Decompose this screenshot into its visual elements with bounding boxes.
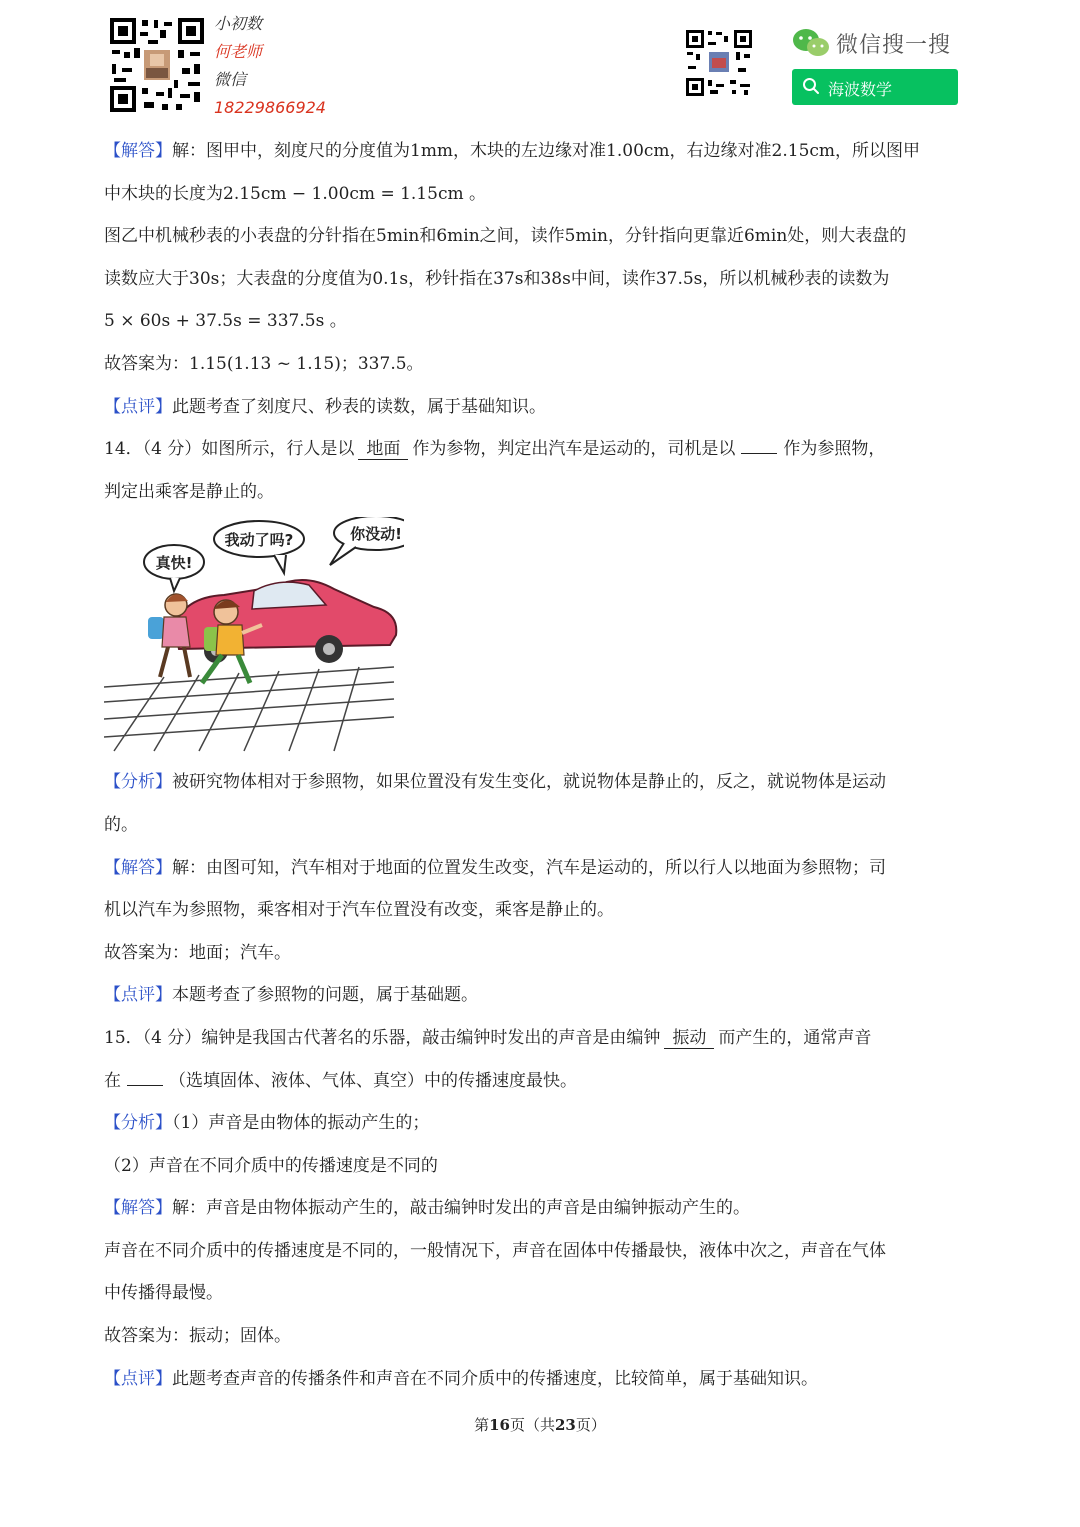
q13-answer-line-1 <box>104 130 978 173</box>
q15-stem-l2a: 在 <box>104 1070 121 1091</box>
q15-answer-line-1 <box>104 1187 978 1230</box>
qr-code-left <box>108 16 206 114</box>
answer-tag: 【解答】 <box>104 1198 172 1219</box>
bubble-text-2: 我动了吗? <box>224 531 294 550</box>
contact-handwriting <box>214 10 326 122</box>
qr-code-icon <box>684 28 754 98</box>
q14-analysis-line-1 <box>104 761 978 804</box>
page-total: 23 <box>555 1416 576 1434</box>
q13-answer-text-1: 解：图甲中，刻度尺的分度值为1mm，木块的左边缘对准1.00cm，右边缘对准2.15cm，所以图甲 <box>172 141 921 161</box>
q15-analysis-line-1 <box>104 1102 978 1145</box>
q15-answer-line-3: 中传播得最慢。 <box>104 1283 223 1304</box>
page-number: 16 <box>489 1416 510 1434</box>
comment-tag: 【点评】 <box>104 1368 172 1389</box>
page-footer <box>0 1414 1080 1435</box>
q13-answer-line-4: 读数应大于30s；大表盘的分度值为0.1s，秒针指在37s和38s中间，读作37.5s，所以机械秒表的读数为 <box>104 268 890 289</box>
qr-code-right <box>684 28 754 98</box>
answer-tag: 【解答】 <box>104 857 172 878</box>
q13-answer-line-5: 5 × 60s + 37.5s = 337.5s 。 <box>104 311 347 332</box>
analysis-tag: 【分析】 <box>104 772 172 793</box>
q15-answer-text-1: 解：声音是由物体振动产生的，敲击编钟时发出的声音是由编钟振动产生的。 <box>172 1198 750 1219</box>
q14-answer-blank-2 <box>741 435 777 454</box>
analysis-tag: 【分析】 <box>104 1113 172 1134</box>
search-icon <box>802 77 820 95</box>
answer-tag: 【解答】 <box>104 141 172 161</box>
q15-answer-blank-1: 振动 <box>664 1028 714 1049</box>
q15-stem-a: 15．（4 分）编钟是我国古代著名的乐器，敲击编钟时发出的声音是由编钟 <box>104 1027 661 1048</box>
q14-answer-line-2: 机以汽车为参照物，乘客相对于汽车位置没有改变，乘客是静止的。 <box>104 900 614 921</box>
comment-tag: 【点评】 <box>104 396 172 417</box>
comment-tag: 【点评】 <box>104 985 172 1006</box>
qr-code-icon <box>108 16 206 114</box>
q15-final-answer: 故答案为：振动；固体。 <box>104 1326 291 1347</box>
q14-stem-line-1 <box>104 428 978 471</box>
q15-answer-line-2: 声音在不同介质中的传播速度是不同的，一般情况下，声音在固体中传播最快，液体中次之，声音在气体 <box>104 1240 886 1261</box>
q14-illustration <box>104 517 978 757</box>
q14-analysis-line-2: 的。 <box>104 814 138 835</box>
q14-answer-blank-1: 地面 <box>358 439 408 460</box>
q13-comment <box>104 386 978 429</box>
wechat-search-title: 微信搜一搜 <box>836 33 952 58</box>
wechat-icon <box>792 28 830 62</box>
contact-line-2: 何老师 <box>214 42 263 61</box>
q14-comment-text: 本题考查了参照物的问题，属于基础题。 <box>172 985 478 1006</box>
footer-mid: 页（共 <box>509 1416 555 1434</box>
q14-answer-text-1: 解：由图可知，汽车相对于地面的位置发生改变，汽车是运动的，所以行人以地面为参照物；司 <box>172 857 886 878</box>
q14-stem-line-2: 判定出乘客是静止的。 <box>104 481 274 502</box>
page-header <box>0 0 1080 125</box>
footer-post: 页） <box>575 1416 606 1434</box>
q14-stem-c: 作为参照物， <box>783 439 886 460</box>
contact-line-3: 微信 <box>214 70 247 89</box>
q15-stem-line-1 <box>104 1017 978 1060</box>
q15-stem-b: 而产生的，通常声音 <box>718 1027 872 1048</box>
document-body <box>104 130 978 1400</box>
q14-analysis-text-1: 被研究物体相对于参照物，如果位置没有发生变化，就说物体是静止的，反之，就说物体是运动 <box>172 772 886 793</box>
contact-phone: 18229866924 <box>214 98 326 117</box>
bubble-text-1: 真快! <box>155 554 193 573</box>
q14-answer-line-1 <box>104 847 978 890</box>
q14-stem-b: 作为参物，判定出汽车是运动的，司机是以 <box>412 439 736 460</box>
q15-stem-l2b: （选填固体、液体、气体、真空）中的传播速度最快。 <box>169 1070 577 1091</box>
q13-answer-line-2: 中木块的长度为2.15cm − 1.00cm = 1.15cm 。 <box>104 183 486 204</box>
q15-stem-line-2 <box>104 1060 978 1103</box>
q15-analysis-text-1: （1）声音是由物体的振动产生的； <box>172 1113 430 1134</box>
q15-comment-text: 此题考查声音的传播条件和声音在不同介质中的传播速度，比较简单，属于基础知识。 <box>172 1368 818 1389</box>
car-pedestrians-illustration <box>104 517 404 757</box>
q13-final-answer: 故答案为：1.15(1.13 ~ 1.15)；337.5。 <box>104 353 424 374</box>
q15-answer-blank-2 <box>127 1067 163 1086</box>
contact-line-1: 小初数 <box>214 14 263 33</box>
wechat-search-label: 海波数学 <box>828 80 893 99</box>
q14-stem-a: 14．（4 分）如图所示，行人是以 <box>104 439 355 460</box>
bubble-text-3: 你没动! <box>350 525 402 544</box>
q15-comment <box>104 1358 978 1401</box>
q14-final-answer: 故答案为：地面；汽车。 <box>104 942 291 963</box>
q14-comment <box>104 974 978 1017</box>
q15-analysis-line-2: （2）声音在不同介质中的传播速度是不同的 <box>104 1155 438 1176</box>
q13-comment-text: 此题考查了刻度尺、秒表的读数，属于基础知识。 <box>172 396 546 417</box>
footer-pre: 第 <box>474 1416 490 1434</box>
wechat-search-box[interactable] <box>792 69 958 105</box>
q13-answer-line-3: 图乙中机械秒表的小表盘的分针指在5min和6min之间，读作5min，分针指向更靠近6min处，则大表盘的 <box>104 226 907 247</box>
